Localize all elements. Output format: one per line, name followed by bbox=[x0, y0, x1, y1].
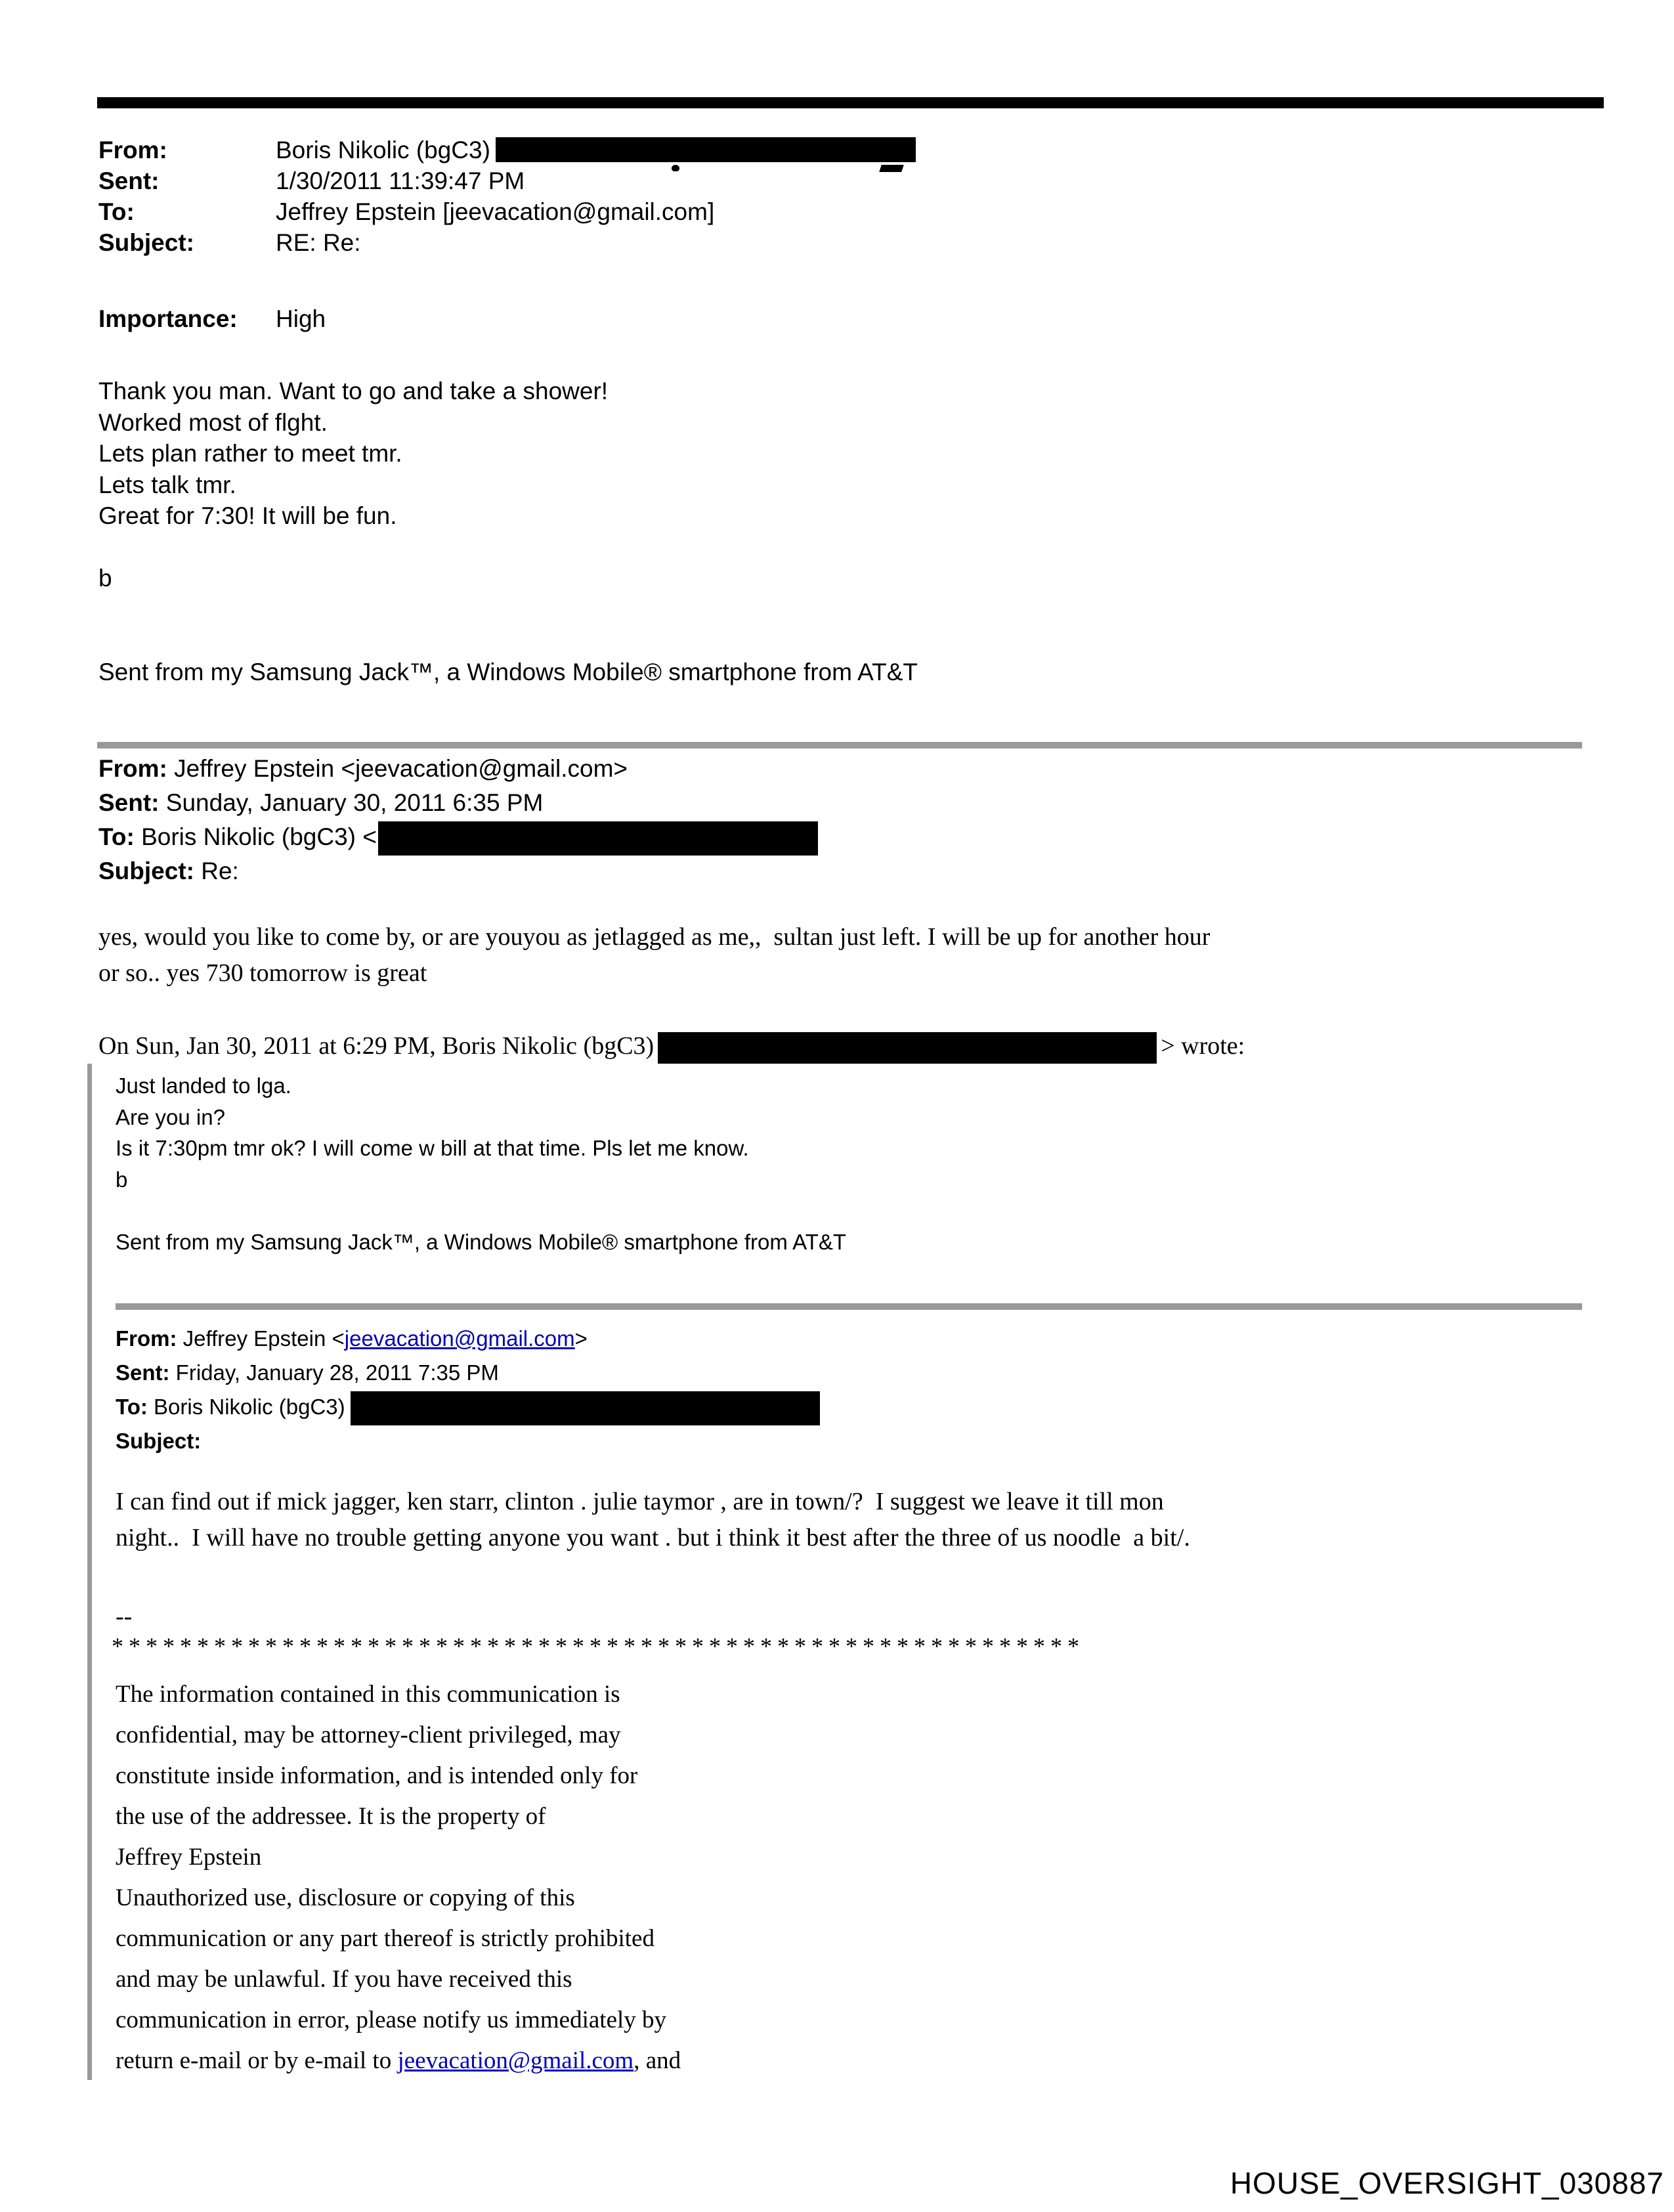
asterisk-separator: ********************************************************* bbox=[112, 1633, 1084, 1659]
from-email-link[interactable]: jeevacation@gmail.com bbox=[344, 1326, 575, 1351]
email3-header bbox=[116, 1322, 820, 1458]
sent-label: Sent: bbox=[98, 167, 160, 194]
quoted-message-body bbox=[116, 1070, 846, 1257]
body-line: Great for 7:30! It will be fun. bbox=[98, 502, 397, 529]
importance-value: High bbox=[276, 305, 326, 332]
email2-subject-row bbox=[98, 854, 818, 888]
redaction-bar-from1 bbox=[496, 135, 916, 165]
quoted-thread-block bbox=[87, 1064, 1602, 2080]
mobile-signature: Sent from my Samsung Jack™, a Windows Mobile® smartphone from AT&T bbox=[116, 1229, 847, 1254]
sent-label: Sent: bbox=[116, 1360, 170, 1385]
signature-dashes: -- bbox=[116, 1603, 133, 1630]
disclaimer-last-suffix: , and bbox=[633, 2047, 681, 2074]
email2-header bbox=[98, 752, 818, 888]
email1-to-value: Jeffrey Epstein [jeevacation@gmail.com] bbox=[276, 198, 715, 225]
body-line: Worked most of flght. bbox=[98, 408, 328, 436]
from-label: From: bbox=[98, 137, 167, 163]
mobile-signature: Sent from my Samsung Jack™, a Windows Mobile® smartphone from AT&T bbox=[98, 658, 918, 685]
email2-from-row bbox=[98, 752, 818, 786]
disclaimer-last-prefix: return e-mail or by e-mail to bbox=[116, 2047, 398, 2074]
body-line: Thank you man. Want to go and take a shower! bbox=[98, 378, 609, 404]
email1-from-value bbox=[276, 135, 916, 165]
subject-label: Subject: bbox=[98, 229, 194, 256]
email3-from-prefix: Jeffrey Epstein < bbox=[182, 1326, 345, 1351]
disclaimer-line: confidential, may be attorney-client privileged, may bbox=[116, 1722, 621, 1748]
email3-sent-row bbox=[116, 1356, 820, 1390]
email1-subject-row bbox=[98, 227, 916, 258]
email1-header bbox=[98, 135, 916, 258]
email3-body bbox=[116, 1484, 1190, 1556]
quoted-line: b bbox=[116, 1167, 128, 1192]
section-divider-1 bbox=[97, 742, 1582, 748]
email2-subject-value: Re: bbox=[201, 857, 239, 884]
disclaimer-last-line bbox=[116, 2041, 681, 2081]
email2-to-prefix: Boris Nikolic (bgC3) < bbox=[141, 823, 377, 850]
redaction-bar bbox=[496, 137, 916, 162]
email1-body bbox=[98, 376, 918, 687]
email3-from-suffix: > bbox=[574, 1326, 588, 1351]
attribution-prefix: On Sun, Jan 30, 2011 at 6:29 PM, Boris Nikolic (bgC3) bbox=[98, 1032, 655, 1060]
disclaimer-line: communication in error, please notify us immediately by bbox=[116, 2006, 667, 2033]
disclaimer-line: the use of the addressee. It is the property of bbox=[116, 1803, 546, 1830]
subject-label: Subject: bbox=[98, 857, 194, 884]
top-rule bbox=[97, 97, 1604, 108]
disclaimer-line: Unauthorized use, disclosure or copying of this bbox=[116, 1884, 575, 1911]
disclaimer-line: The information contained in this communication is bbox=[116, 1681, 620, 1708]
email2-to-row bbox=[98, 820, 818, 854]
bates-number: HOUSE_OVERSIGHT_030887 bbox=[1230, 2166, 1664, 2200]
body-line: I can find out if mick jagger, ken starr, clinton . julie taymor , are in town/? I suggest we leave it till mon bbox=[116, 1488, 1164, 1515]
email1-to-row bbox=[98, 196, 916, 227]
quoted-line: Is it 7:30pm tmr ok? I will come w bill at that time. Pls let me know. bbox=[116, 1136, 749, 1160]
signoff: b bbox=[98, 565, 112, 592]
email1-from-row bbox=[98, 135, 916, 165]
section-divider-2 bbox=[116, 1303, 1582, 1310]
redaction-artifact bbox=[672, 165, 679, 171]
email3-to-prefix: Boris Nikolic (bgC3) bbox=[154, 1395, 345, 1419]
to-label: To: bbox=[98, 823, 135, 850]
disclaimer-email-link[interactable]: jeevacation@gmail.com bbox=[397, 2047, 634, 2074]
email1-sent-value: 1/30/2011 11:39:47 PM bbox=[276, 167, 525, 194]
email2-body bbox=[98, 919, 1210, 991]
to-label: To: bbox=[98, 198, 135, 225]
disclaimer-line: constitute inside information, and is intended only for bbox=[116, 1762, 638, 1789]
importance-label: Importance: bbox=[98, 305, 238, 332]
body-line: or so.. yes 730 tomorrow is great bbox=[98, 959, 427, 987]
email1-subject-value: RE: Re: bbox=[276, 229, 361, 256]
attribution-suffix: > wrote: bbox=[1161, 1032, 1245, 1060]
sent-label: Sent: bbox=[98, 789, 160, 816]
redaction-bar-to2 bbox=[378, 821, 818, 856]
quoted-line: Are you in? bbox=[116, 1104, 225, 1129]
from-label: From: bbox=[98, 755, 167, 782]
email3-sent-value: Friday, January 28, 2011 7:35 PM bbox=[175, 1360, 499, 1385]
subject-label: Subject: bbox=[116, 1429, 202, 1453]
email1-importance-row bbox=[98, 303, 326, 334]
sender-name: Boris Nikolic (bgC3) bbox=[276, 137, 490, 163]
quoted-line: Just landed to lga. bbox=[116, 1073, 291, 1098]
email3-subject-row bbox=[116, 1424, 820, 1458]
disclaimer-line: communication or any part thereof is strictly prohibited bbox=[116, 1925, 655, 1952]
disclaimer-line: Jeffrey Epstein bbox=[116, 1844, 262, 1871]
confidentiality-disclaimer bbox=[116, 1674, 681, 2081]
body-line: night.. I will have no trouble getting anyone you want . but i think it best after the three of us noodle a bit/. bbox=[116, 1524, 1190, 1551]
email3-to-row bbox=[116, 1390, 820, 1424]
to-label: To: bbox=[116, 1395, 148, 1419]
email2-sent-row bbox=[98, 786, 818, 820]
redaction-bar-attribution bbox=[658, 1032, 1157, 1064]
body-line: Lets plan rather to meet tmr. bbox=[98, 440, 402, 467]
body-line: Lets talk tmr. bbox=[98, 471, 236, 498]
email2-from-value: Jeffrey Epstein <jeevacation@gmail.com> bbox=[174, 755, 628, 782]
email2-sent-value: Sunday, January 30, 2011 6:35 PM bbox=[165, 789, 544, 816]
redaction-bar-to3 bbox=[351, 1391, 820, 1425]
from-label: From: bbox=[116, 1326, 177, 1351]
email1-sent-row bbox=[98, 165, 916, 196]
redaction-artifact bbox=[879, 165, 904, 172]
email3-from-row bbox=[116, 1322, 820, 1356]
body-line: yes, would you like to come by, or are youyou as jetlagged as me,, sultan just left. I will be up for another hour bbox=[98, 923, 1211, 951]
quote-attribution-line bbox=[98, 1026, 1245, 1066]
disclaimer-line: and may be unlawful. If you have received this bbox=[116, 1966, 572, 1993]
